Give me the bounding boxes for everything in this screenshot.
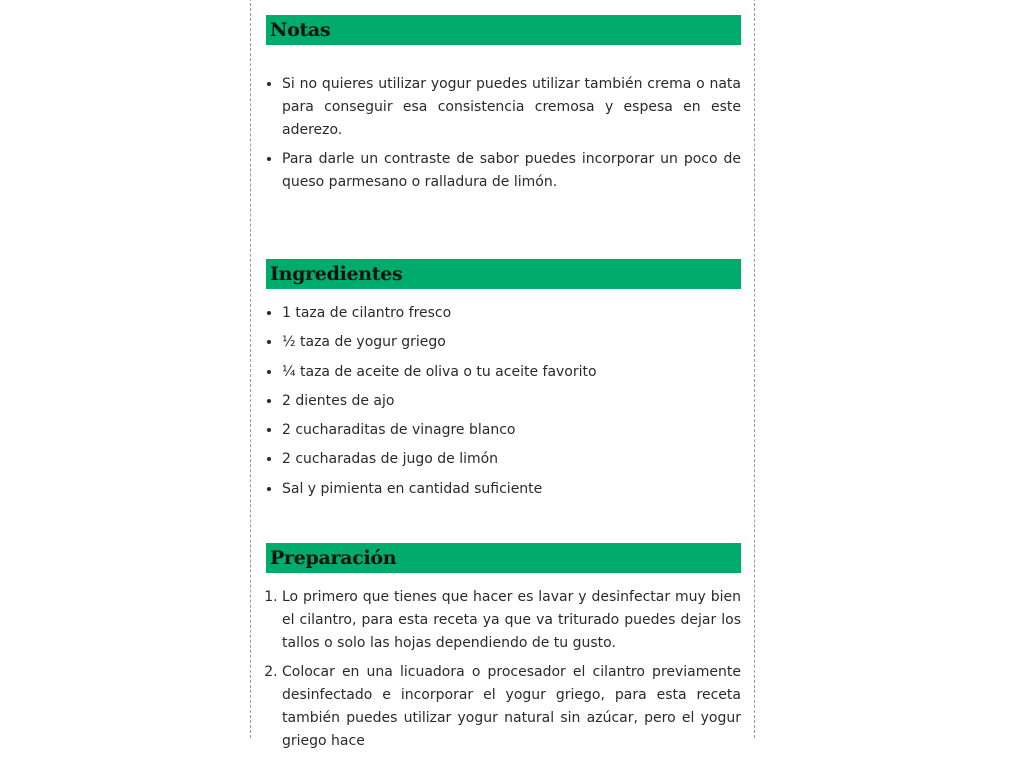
ingredients-section [266, 302, 741, 507]
recipe-card [250, 0, 755, 749]
ingredients-list [266, 302, 741, 501]
preparation-step: 1. Lo primero que tienes que hacer es lavar y desinfectar muy bien el cilantro, para esta receta ya que va triturado puedes dejar los tallos o solo las hojas dependiendo de tu gusto. [282, 586, 741, 655]
notes-heading: Notas [266, 15, 741, 45]
note-item: • Para darle un contraste de sabor puedes incorporar un poco de queso parmesano o ralladura de limón. [282, 148, 741, 194]
ingredient-item: • Sal y pimienta en cantidad suficiente [282, 478, 741, 501]
ingredients-heading: Ingredientes [266, 259, 741, 289]
preparation-step: 2. Colocar en una licuadora o procesador el cilantro previamente desinfectado e incorporar el yogur griego, para esta receta también puedes utilizar yogur natural sin azúcar, pero el yogur griego hace [282, 661, 741, 753]
ingredient-item: • ½ taza de yogur griego [282, 331, 741, 354]
notes-section [266, 73, 741, 200]
ingredient-item: • ¼ taza de aceite de oliva o tu aceite favorito [282, 361, 741, 384]
ingredient-item: • 2 cucharaditas de vinagre blanco [282, 419, 741, 442]
ingredient-item: • 1 taza de cilantro fresco [282, 302, 741, 325]
ingredient-item: • 2 cucharadas de jugo de limón [282, 448, 741, 471]
preparation-section [266, 586, 741, 759]
preparation-heading: Preparación [266, 543, 741, 573]
note-item: • Si no quieres utilizar yogur puedes utilizar también crema o nata para conseguir esa consistencia cremosa y espesa en este aderezo. [282, 73, 741, 142]
ingredient-item: • 2 dientes de ajo [282, 390, 741, 413]
preparation-steps [266, 586, 741, 753]
notes-list [266, 73, 741, 194]
